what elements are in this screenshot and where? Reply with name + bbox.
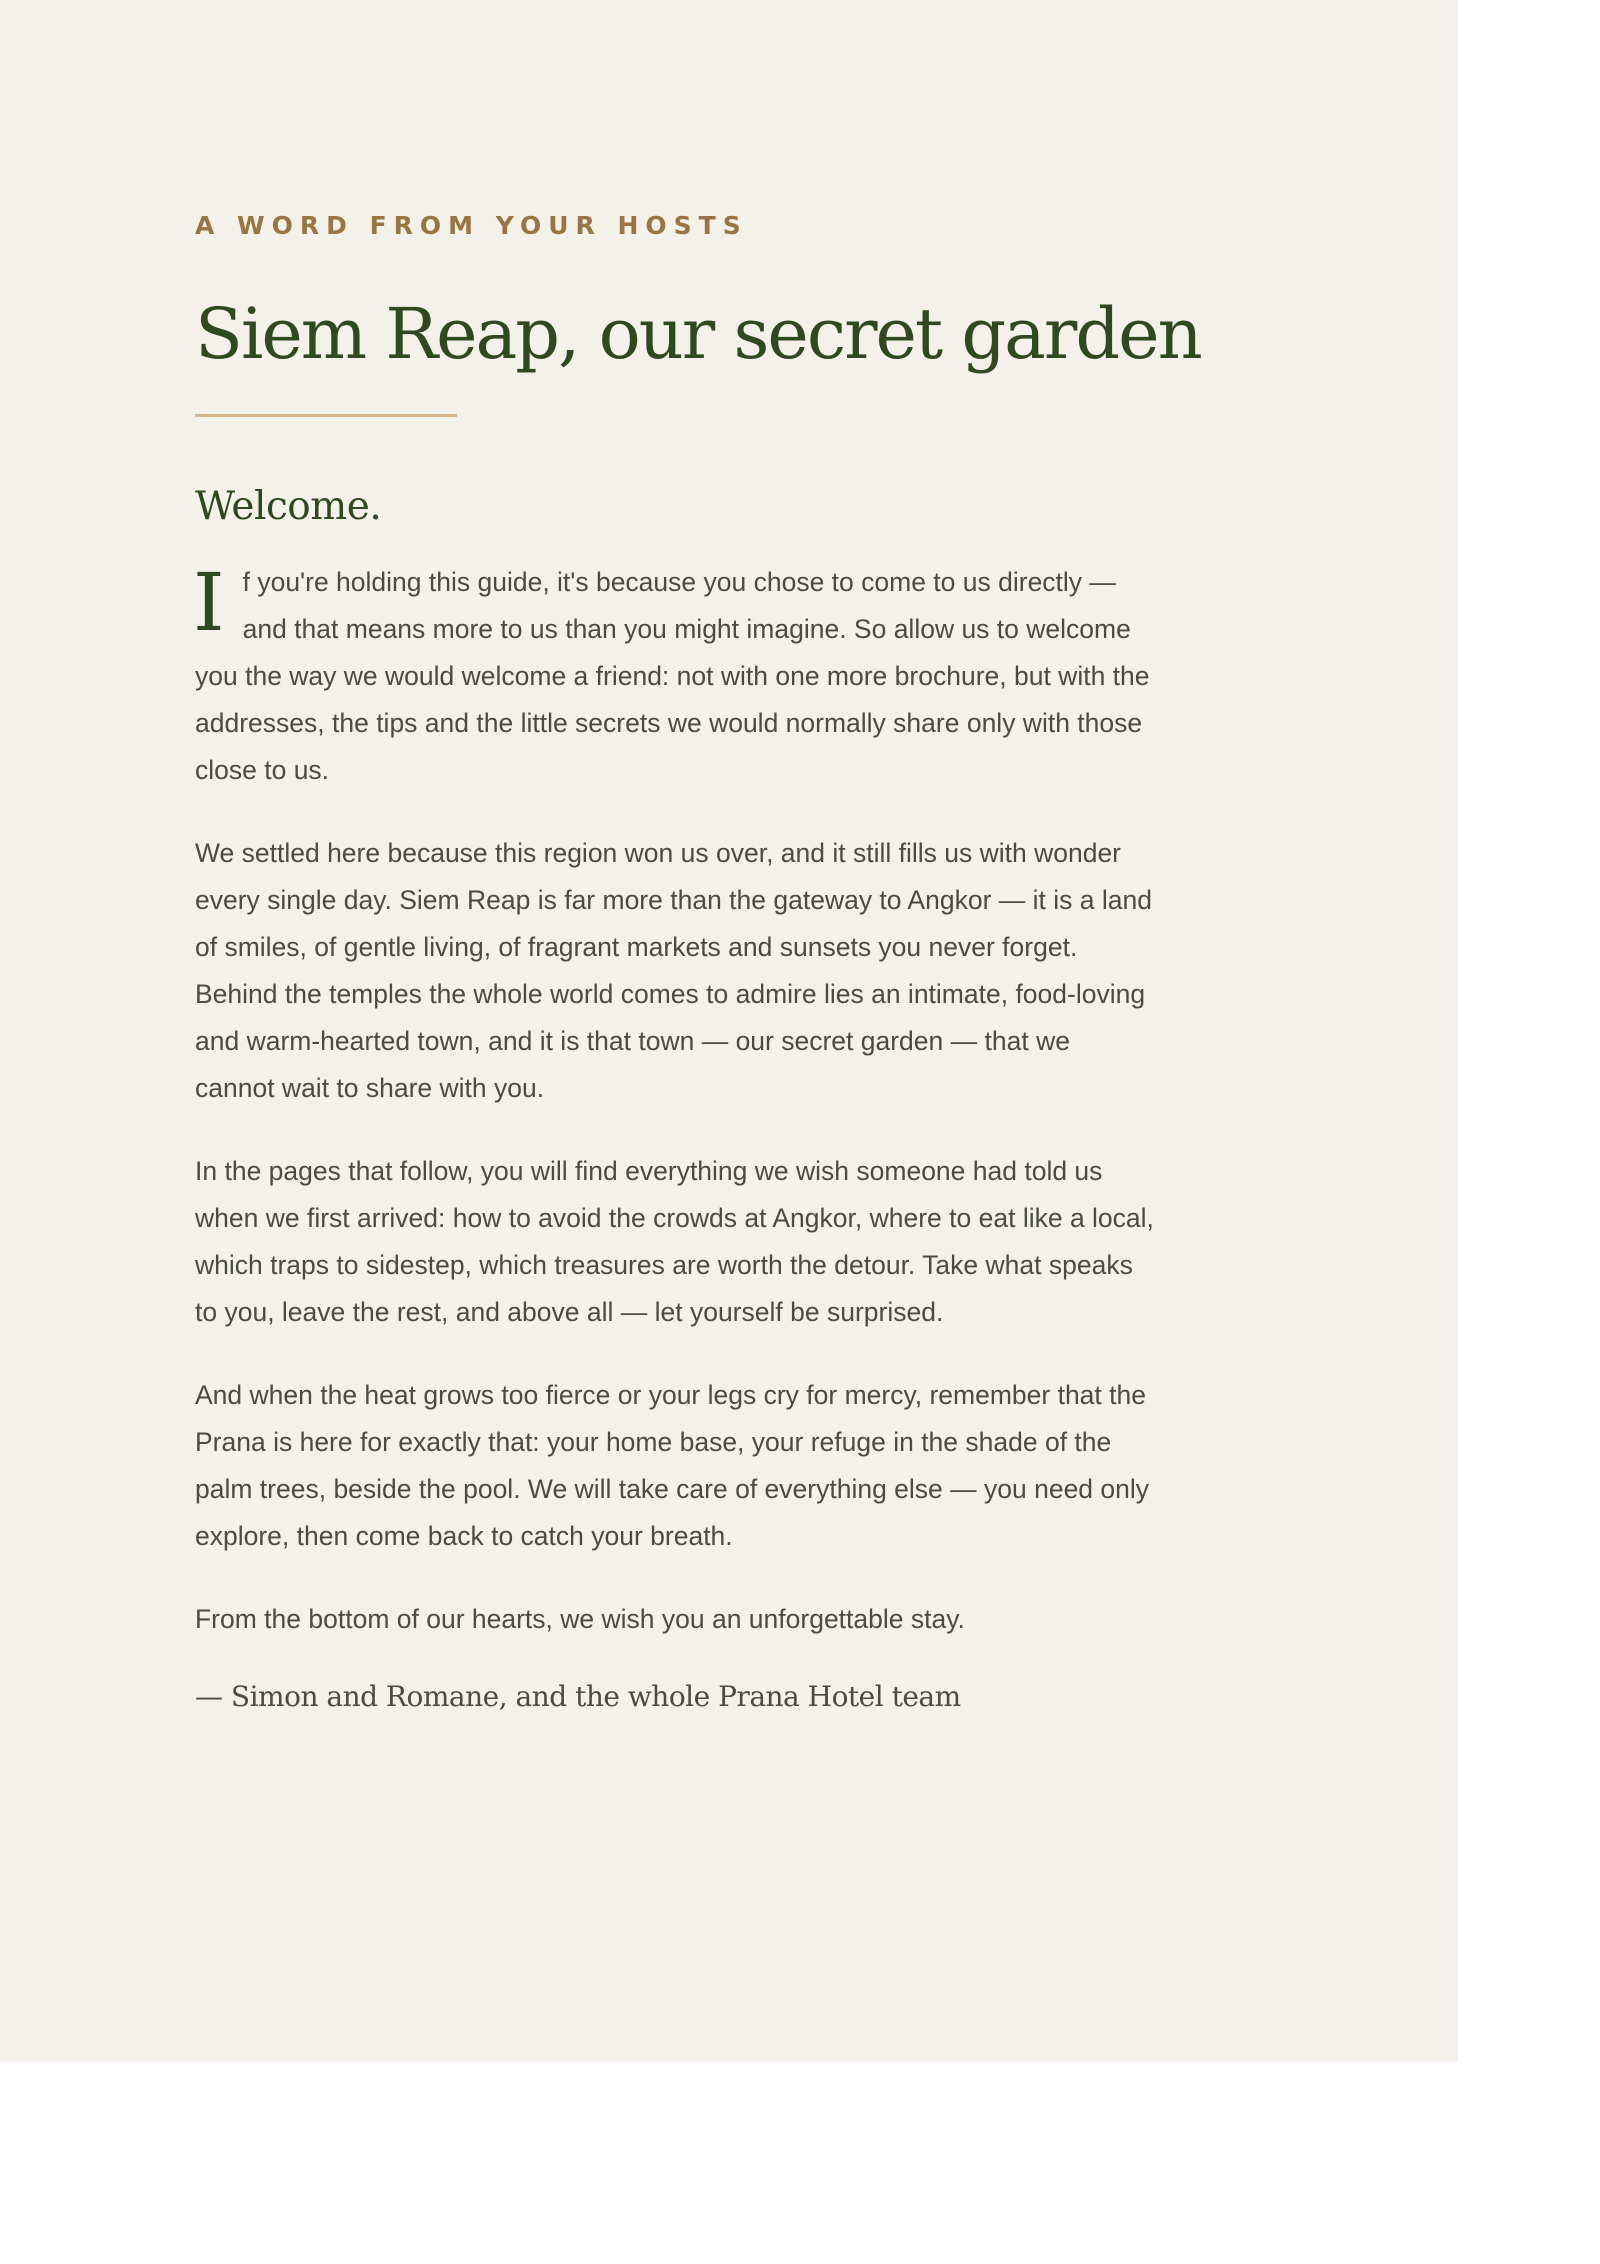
body-paragraph-guide: In the pages that follow, you will find everything we wish someone had told us when we first arrived: how to avoid the crowds at Angkor, where to eat like a local, which traps to sidestep, which treasures are worth the detour. Take what speaks to you, leave the rest, and above all — let yourself be surprised.: [195, 1156, 1154, 1327]
intro-paragraph: [193, 556, 1155, 794]
eyebrow-label: A WORD FROM YOUR HOSTS: [195, 211, 748, 240]
body-paragraph-closing: From the bottom of our hearts, we wish you an unforgettable stay.: [195, 1604, 965, 1634]
intro-paragraph-text: f you're holding this guide, it's because you chose to come to us directly — and that means more to us than you might imagine. So allow us to welcome you the way we would welcome a friend: not with one more brochure, but with the addresses, the tips and the little secrets we would normally share only with those close to us.: [195, 567, 1150, 785]
page-title: Siem Reap, our secret garden: [195, 293, 1201, 375]
title-divider: [195, 414, 457, 417]
body-paragraph-hotel: And when the heat grows too fierce or your legs cry for mercy, remember that the Prana is here for exactly that: your home base, your refuge in the shade of the palm trees, beside the pool. We will take care of everything else — you need only explore, then come back to catch your breath.: [195, 1380, 1150, 1551]
welcome-heading: Welcome.: [195, 484, 382, 529]
signature: — Simon and Romane, and the whole Prana Hotel team: [195, 1680, 961, 1713]
body-paragraph-region: We settled here because this region won us over, and it still fills us with wonder every single day. Siem Reap is far more than the gateway to Angkor — it is a land of smiles, of gentle living, of fragrant markets and sunsets you never forget. Behind the temples the whole world comes to admire lies an intimate, food-loving and warm-hearted town, and it is that town — our secret garden — that we cannot wait to share with you.: [195, 838, 1152, 1103]
drop-cap: I: [193, 556, 225, 649]
page-content: [193, 210, 1201, 1717]
